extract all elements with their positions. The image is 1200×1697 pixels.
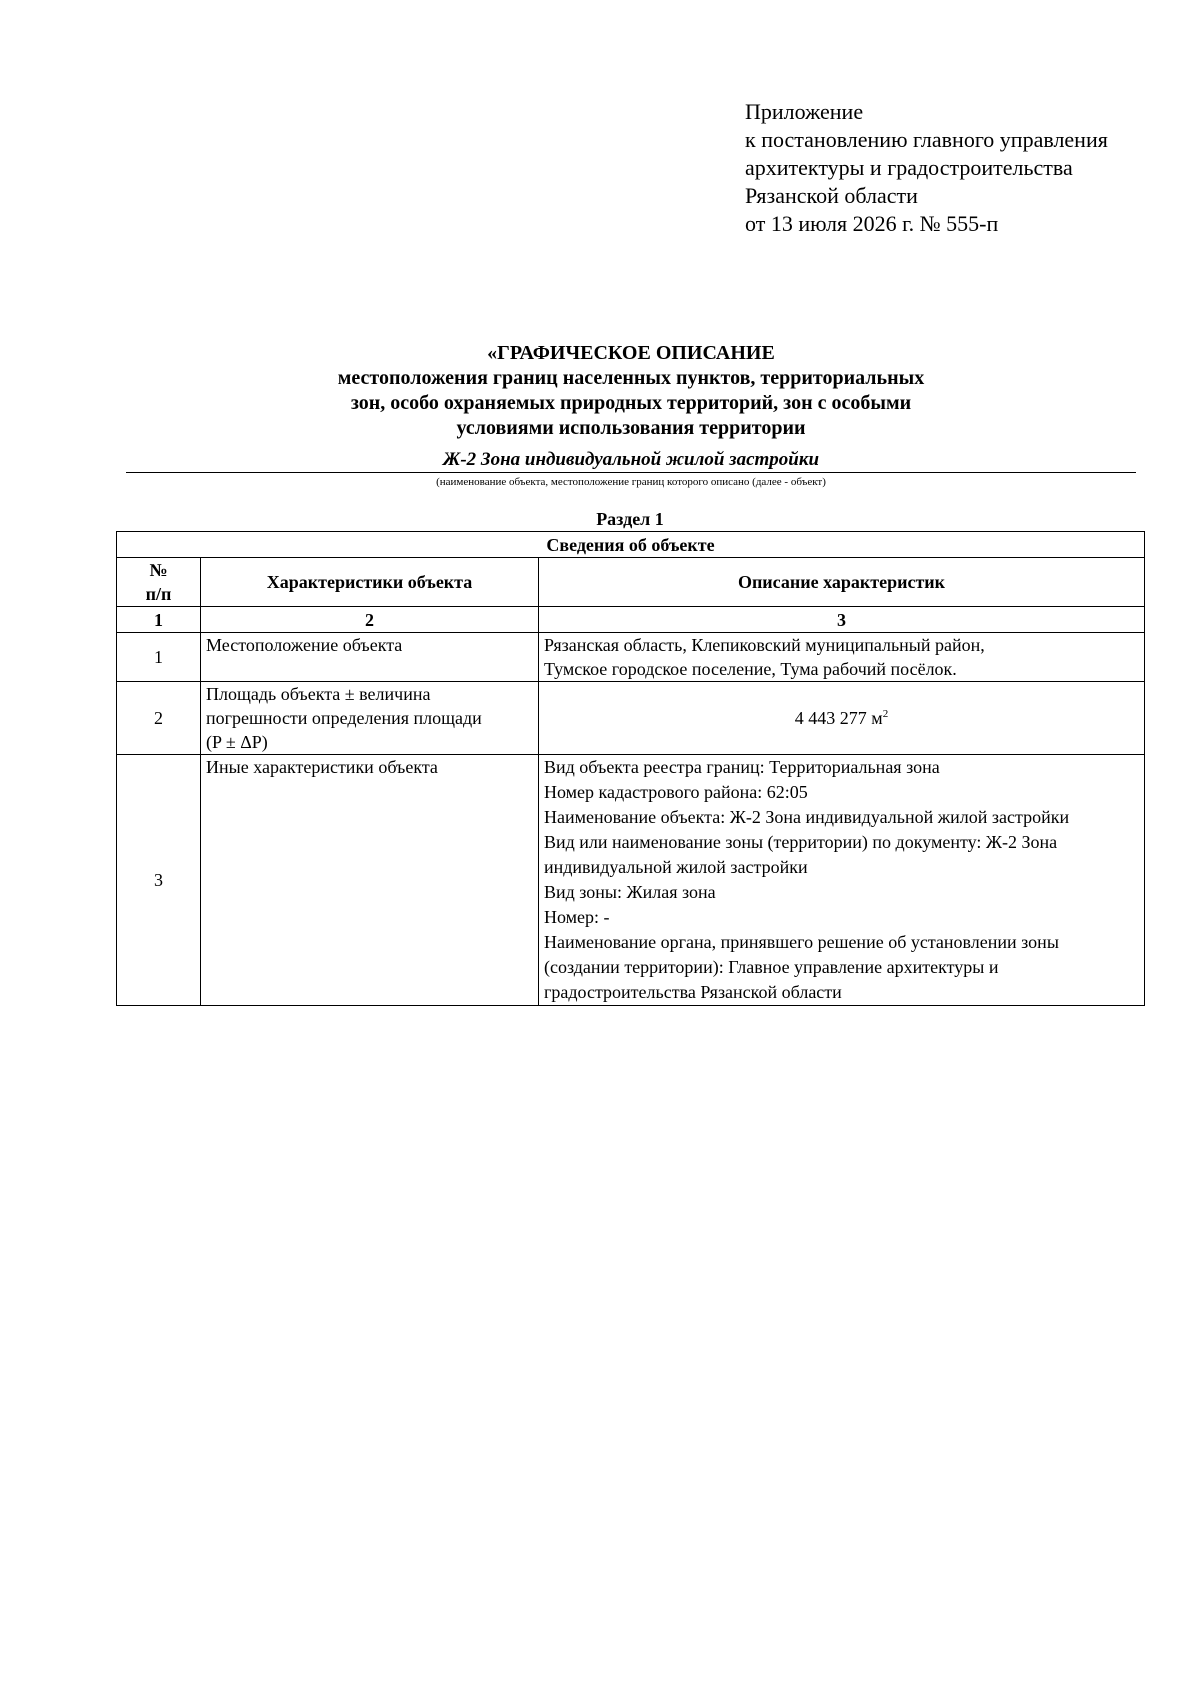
table-row	[117, 755, 1145, 1006]
table-row	[117, 682, 1145, 755]
title-line: зон, особо охраняемых природных территорий, зон с особыми	[350, 392, 912, 414]
appendix-line: Рязанской области	[745, 183, 918, 208]
appendix-line: к постановлению главного управления	[745, 127, 1108, 152]
table-row	[117, 633, 1145, 682]
row-characteristic: Иные характеристики объекта	[201, 755, 539, 1006]
object-name-underline	[126, 472, 1136, 473]
row-description	[539, 755, 1145, 1006]
area-value: 4 443 277 м	[794, 708, 883, 728]
area-value-cell	[539, 682, 1145, 755]
description-line: Рязанская область, Клепиковский муниципальный район,	[544, 635, 985, 655]
characteristic-line: погрешности определения площади	[206, 708, 482, 728]
description-line: Наименование органа, принявшего решение об установлении зоны	[544, 932, 1059, 952]
description-line: Вид или наименование зоны (территории) по документу: Ж-2 Зона	[544, 832, 1058, 852]
section-title: Раздел 1	[596, 509, 664, 529]
title-line: условиями использования территории	[456, 417, 806, 439]
header-description: Описание характеристик	[539, 558, 1145, 607]
object-name: Ж-2 Зона индивидуальной жилой застройки	[442, 449, 820, 470]
description-line: Вид объекта реестра границ: Территориальная зона	[544, 757, 940, 777]
description-line: градостроительства Рязанской области	[544, 982, 842, 1002]
column-number: 1	[117, 607, 201, 633]
row-number: 2	[117, 682, 201, 755]
column-number-row	[117, 607, 1145, 633]
description-line: Тумское городское поселение, Тума рабочий посёлок.	[544, 659, 957, 679]
characteristic-line: Площадь объекта ± величина	[206, 684, 431, 704]
column-number: 2	[201, 607, 539, 633]
row-description	[539, 633, 1145, 682]
row-number: 1	[117, 633, 201, 682]
header-characteristics: Характеристики объекта	[201, 558, 539, 607]
column-number: 3	[539, 607, 1145, 633]
characteristic-line: (P ± ΔP)	[206, 732, 268, 752]
table-caption: Сведения об объекте	[117, 532, 1145, 558]
row-characteristic	[201, 682, 539, 755]
table-header-row	[117, 558, 1145, 607]
header-number-line2: п/п	[145, 584, 172, 604]
description-line: Номер кадастрового района: 62:05	[544, 782, 808, 802]
appendix-date-number: от 13 июля 2026 г. № 555-п	[745, 211, 999, 236]
table-caption-row	[117, 532, 1145, 558]
appendix-line: Приложение	[745, 99, 864, 124]
title-line: «ГРАФИЧЕСКОЕ ОПИСАНИЕ	[487, 342, 775, 364]
area-unit-superscript: 2	[882, 708, 889, 720]
title-line: местоположения границ населенных пунктов, территориальных	[337, 367, 925, 389]
object-name-caption: (наименование объекта, местоположение границ которого описано (далее - объект)	[436, 476, 826, 488]
description-line: Номер: -	[544, 907, 610, 927]
description-line: Наименование объекта: Ж-2 Зона индивидуальной жилой застройки	[544, 807, 1070, 827]
object-info-table	[116, 531, 1145, 1006]
appendix-header	[745, 98, 1108, 238]
header-number-line1: №	[149, 560, 168, 580]
description-line: индивидуальной жилой застройки	[544, 857, 808, 877]
row-number: 3	[117, 755, 201, 1006]
appendix-line: архитектуры и градостроительства	[745, 155, 1073, 180]
document-title	[126, 341, 1136, 441]
description-line: (создании территории): Главное управление архитектуры и	[544, 957, 999, 977]
header-number	[117, 558, 201, 607]
row-characteristic: Местоположение объекта	[201, 633, 539, 682]
description-line: Вид зоны: Жилая зона	[544, 882, 716, 902]
